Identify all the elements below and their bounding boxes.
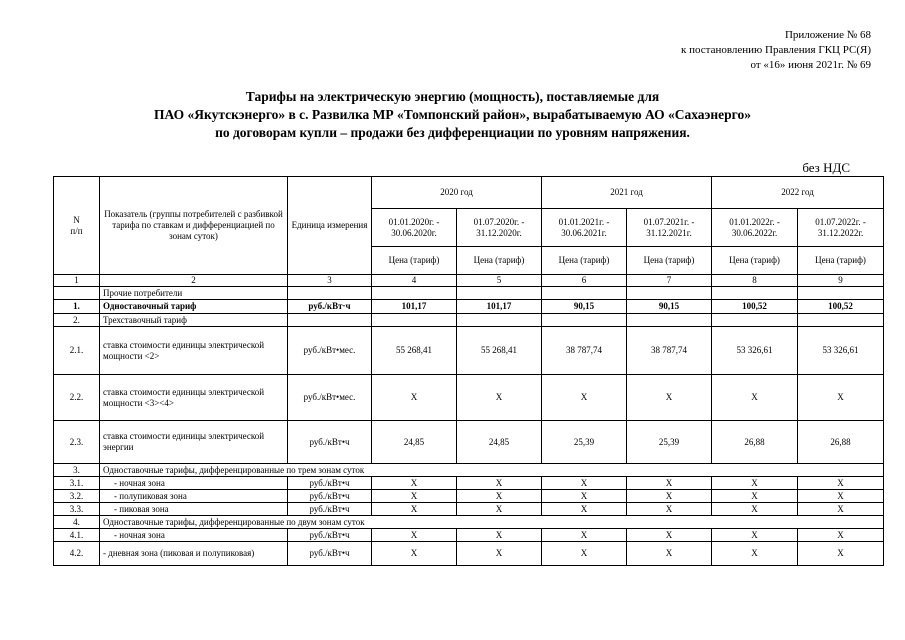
col-number: 3 bbox=[288, 275, 372, 287]
row-name: ставка стоимости единицы электрической мощности <3><4> bbox=[100, 375, 288, 421]
row-name: Трехставочный тариф bbox=[100, 314, 288, 327]
row-value: X bbox=[627, 477, 712, 490]
row-value: X bbox=[457, 529, 542, 542]
header-period: 01.01.2021г. - 30.06.2021г. bbox=[542, 209, 627, 247]
appendix-header bbox=[471, 28, 871, 73]
appendix-line: Приложение № 68 bbox=[784, 29, 871, 41]
col-number: 1 bbox=[54, 275, 100, 287]
row-name: Одноставочный тариф bbox=[100, 300, 288, 314]
row-value: X bbox=[542, 503, 627, 516]
title-line: Тарифы на электрическую энергию (мощность), поставляемые для bbox=[245, 89, 660, 104]
appendix-line: от «16» июня 2021г. № 69 bbox=[750, 59, 871, 71]
table-row bbox=[54, 542, 884, 566]
row-value: X bbox=[457, 477, 542, 490]
row-value: X bbox=[627, 490, 712, 503]
row-unit: руб./кВт•ч bbox=[288, 477, 372, 490]
row-num: 2.2. bbox=[54, 375, 100, 421]
row-unit: руб./кВт•мес. bbox=[288, 375, 372, 421]
row-name: - пиковая зона bbox=[100, 503, 288, 516]
row-value: X bbox=[542, 477, 627, 490]
row-value: X bbox=[372, 529, 457, 542]
row-value: X bbox=[712, 375, 798, 421]
row-num: 4.2. bbox=[54, 542, 100, 566]
row-value: X bbox=[798, 490, 884, 503]
row-name: Одноставочные тарифы, дифференцированные по двум зонам суток bbox=[100, 516, 884, 529]
row-value: X bbox=[372, 375, 457, 421]
document-title bbox=[0, 88, 905, 142]
row-num: 3.3. bbox=[54, 503, 100, 516]
row-value: X bbox=[712, 490, 798, 503]
row-value: 25,39 bbox=[627, 421, 712, 464]
vat-note: без НДС bbox=[802, 160, 850, 175]
row-value: X bbox=[457, 503, 542, 516]
row-value: 26,88 bbox=[712, 421, 798, 464]
row-value: 25,39 bbox=[542, 421, 627, 464]
row-unit: руб./кВт•ч bbox=[288, 503, 372, 516]
row-unit: руб./кВт•ч bbox=[288, 529, 372, 542]
row-value: X bbox=[712, 529, 798, 542]
row-name: Прочие потребители bbox=[100, 287, 288, 300]
row-value: 53 326,61 bbox=[712, 327, 798, 375]
row-name: ставка стоимости единицы электрической энергии bbox=[100, 421, 288, 464]
table-row bbox=[54, 421, 884, 464]
header-price: Цена (тариф) bbox=[712, 247, 798, 275]
row-value: 38 787,74 bbox=[542, 327, 627, 375]
row-value: X bbox=[457, 542, 542, 566]
row-value: 24,85 bbox=[457, 421, 542, 464]
header-price: Цена (тариф) bbox=[457, 247, 542, 275]
row-value: X bbox=[372, 477, 457, 490]
row-value: 26,88 bbox=[798, 421, 884, 464]
row-value: X bbox=[798, 542, 884, 566]
row-name: Одноставочные тарифы, дифференцированные по трем зонам суток bbox=[100, 464, 884, 477]
row-value: 24,85 bbox=[372, 421, 457, 464]
header-indicator: Показатель (группы потребителей с разбивкой тарифа по ставкам и дифференциацией по зонам суток) bbox=[100, 177, 288, 275]
row-value: 100,52 bbox=[798, 300, 884, 314]
table-row bbox=[54, 477, 884, 490]
row-num: 4. bbox=[54, 516, 100, 529]
row-unit: руб./кВт•ч bbox=[288, 490, 372, 503]
table-row bbox=[54, 314, 884, 327]
row-value: X bbox=[542, 490, 627, 503]
row-value: X bbox=[627, 503, 712, 516]
row-value: X bbox=[457, 490, 542, 503]
title-line: по договорам купли – продажи без дифференциации по уровням напряжения. bbox=[215, 125, 690, 140]
table-row bbox=[54, 503, 884, 516]
table-row bbox=[54, 327, 884, 375]
row-value: X bbox=[712, 477, 798, 490]
row-name: - дневная зона (пиковая и полупиковая) bbox=[100, 542, 288, 566]
row-value: X bbox=[542, 529, 627, 542]
header-num: N п/п bbox=[54, 177, 100, 275]
title-line: ПАО «Якутскэнерго» в с. Развилка МР «Томпонский район», вырабатываемую АО «Сахаэнерго» bbox=[154, 107, 751, 122]
col-number: 4 bbox=[372, 275, 457, 287]
header-price: Цена (тариф) bbox=[372, 247, 457, 275]
row-value: 55 268,41 bbox=[457, 327, 542, 375]
row-value: X bbox=[712, 503, 798, 516]
table-row bbox=[54, 490, 884, 503]
row-value: 90,15 bbox=[542, 300, 627, 314]
row-num: 3.2. bbox=[54, 490, 100, 503]
row-value: X bbox=[542, 375, 627, 421]
row-value: 55 268,41 bbox=[372, 327, 457, 375]
row-num: 2.3. bbox=[54, 421, 100, 464]
table-row bbox=[54, 464, 884, 477]
row-value: X bbox=[798, 529, 884, 542]
row-value: X bbox=[712, 542, 798, 566]
row-unit: руб./кВт·ч bbox=[288, 300, 372, 314]
header-year: 2022 год bbox=[712, 177, 884, 209]
row-name: - ночная зона bbox=[100, 477, 288, 490]
header-period: 01.07.2021г. - 31.12.2021г. bbox=[627, 209, 712, 247]
row-value: 101,17 bbox=[457, 300, 542, 314]
row-unit: руб./кВт•ч bbox=[288, 421, 372, 464]
table-row bbox=[54, 287, 884, 300]
row-value: X bbox=[372, 503, 457, 516]
tariff-table bbox=[53, 176, 884, 566]
header-period: 01.01.2022г. - 30.06.2022г. bbox=[712, 209, 798, 247]
row-name: ставка стоимости единицы электрической мощности <2> bbox=[100, 327, 288, 375]
col-number: 6 bbox=[542, 275, 627, 287]
col-number: 7 bbox=[627, 275, 712, 287]
row-name: - ночная зона bbox=[100, 529, 288, 542]
row-value: X bbox=[627, 529, 712, 542]
header-unit: Единица измерения bbox=[288, 177, 372, 275]
row-value: X bbox=[627, 542, 712, 566]
row-value: X bbox=[798, 503, 884, 516]
table-row bbox=[54, 375, 884, 421]
table-row bbox=[54, 300, 884, 314]
row-value: 100,52 bbox=[712, 300, 798, 314]
header-year: 2021 год bbox=[542, 177, 712, 209]
row-unit: руб./кВт•мес. bbox=[288, 327, 372, 375]
row-value: X bbox=[457, 375, 542, 421]
row-unit: руб./кВт•ч bbox=[288, 542, 372, 566]
row-value: X bbox=[798, 375, 884, 421]
header-price: Цена (тариф) bbox=[798, 247, 884, 275]
header-period: 01.07.2022г. - 31.12.2022г. bbox=[798, 209, 884, 247]
row-value: X bbox=[372, 542, 457, 566]
table-row bbox=[54, 516, 884, 529]
row-value: X bbox=[372, 490, 457, 503]
row-name: - полупиковая зона bbox=[100, 490, 288, 503]
row-value: 90,15 bbox=[627, 300, 712, 314]
row-num: 4.1. bbox=[54, 529, 100, 542]
row-num: 2.1. bbox=[54, 327, 100, 375]
row-value: X bbox=[798, 477, 884, 490]
row-value: 53 326,61 bbox=[798, 327, 884, 375]
row-value: X bbox=[542, 542, 627, 566]
row-value: 38 787,74 bbox=[627, 327, 712, 375]
row-num: 1. bbox=[54, 300, 100, 314]
header-period: 01.01.2020г. - 30.06.2020г. bbox=[372, 209, 457, 247]
row-value: X bbox=[627, 375, 712, 421]
col-number: 2 bbox=[100, 275, 288, 287]
row-num: 3.1. bbox=[54, 477, 100, 490]
row-num: 2. bbox=[54, 314, 100, 327]
header-year: 2020 год bbox=[372, 177, 542, 209]
appendix-line: к постановлению Правления ГКЦ РС(Я) bbox=[681, 44, 871, 56]
col-number: 5 bbox=[457, 275, 542, 287]
row-value: 101,17 bbox=[372, 300, 457, 314]
header-period: 01.07.2020г. - 31.12.2020г. bbox=[457, 209, 542, 247]
col-number: 8 bbox=[712, 275, 798, 287]
header-price: Цена (тариф) bbox=[542, 247, 627, 275]
row-num: 3. bbox=[54, 464, 100, 477]
col-number: 9 bbox=[798, 275, 884, 287]
header-price: Цена (тариф) bbox=[627, 247, 712, 275]
table-row bbox=[54, 529, 884, 542]
